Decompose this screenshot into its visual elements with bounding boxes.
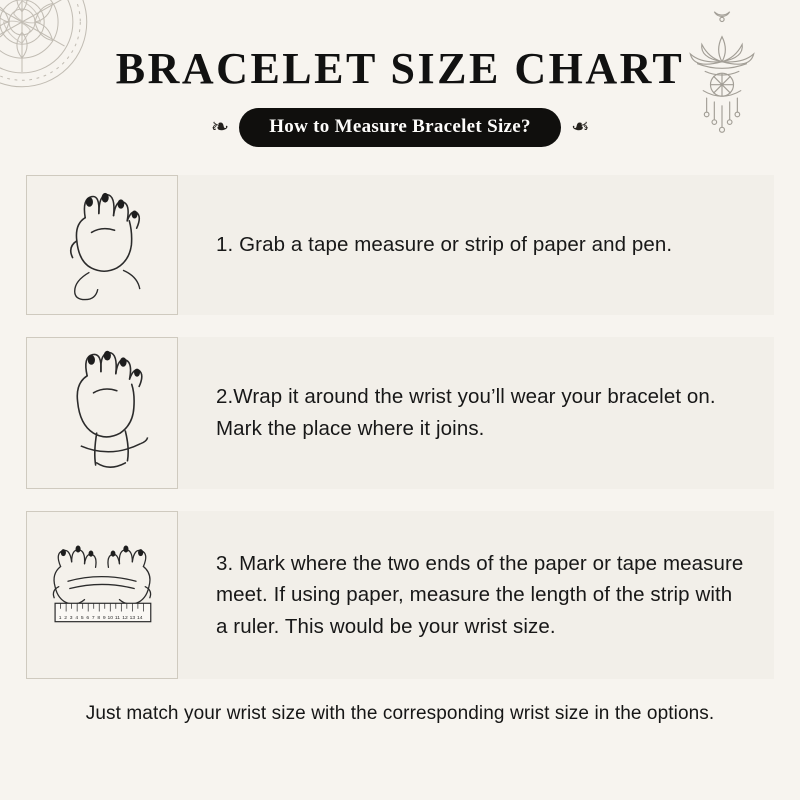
svg-text:14: 14 [136, 616, 143, 622]
svg-text:5: 5 [80, 616, 84, 622]
svg-text:9: 9 [102, 616, 106, 622]
svg-text:12: 12 [122, 616, 128, 622]
footer-note: Just match your wrist size with the corresponding wrist size in the options. [85, 703, 715, 725]
svg-text:6: 6 [86, 616, 90, 622]
step-3-body [178, 511, 774, 679]
flourish-right-icon: ❧ [570, 113, 590, 139]
list-item [26, 337, 774, 489]
svg-text:4: 4 [75, 616, 79, 622]
svg-text:11: 11 [114, 616, 121, 622]
svg-text:13: 13 [129, 616, 136, 622]
list-item [26, 175, 774, 315]
svg-text:2: 2 [64, 616, 68, 622]
step-3-text: 3. Mark where the two ends of the paper or tape measure meet. If using paper, measure the length of the strip with a ruler. This would be your wrist size. [216, 551, 744, 639]
svg-text:10: 10 [107, 616, 114, 622]
lotus-ornament-icon [674, 2, 770, 152]
svg-text:7: 7 [91, 616, 95, 622]
flourish-left-icon: ❧ [210, 113, 230, 139]
step-2-figure [26, 337, 178, 489]
hands-measuring-with-ruler-illustration-icon [33, 534, 171, 656]
step-2-body [178, 337, 774, 489]
svg-text:8: 8 [97, 616, 101, 622]
step-1-text: 1. Grab a tape measure or strip of paper and pen. [216, 233, 673, 257]
steps-list [0, 175, 800, 679]
subtitle-badge: How to Measure Bracelet Size? [239, 108, 561, 147]
step-1-body [178, 175, 774, 315]
step-2-text: 2.Wrap it around the wrist you’ll wear your bracelet on. Mark the place where it joins. [216, 385, 716, 441]
mandala-ornament-icon [0, 0, 96, 96]
hand-wrapping-wrist-illustration-icon [38, 344, 166, 482]
svg-text:3: 3 [69, 616, 73, 622]
list-item [26, 511, 774, 679]
svg-text:1: 1 [58, 616, 62, 622]
page-title: BRACELET SIZE CHART [115, 44, 685, 93]
hand-with-tape-illustration-icon [39, 182, 165, 308]
step-3-figure [26, 511, 178, 679]
step-1-figure [26, 175, 178, 315]
